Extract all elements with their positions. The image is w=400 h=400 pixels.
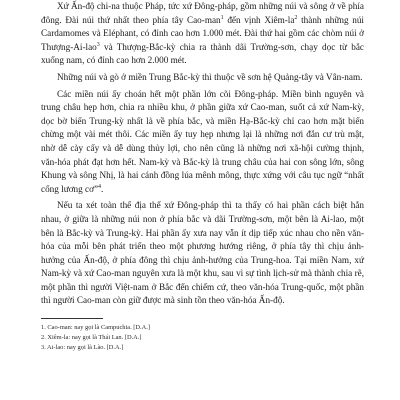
footnote-ref[interactable]: 2 — [294, 14, 298, 21]
paragraph-text: đến vịnh Xiêm-la — [223, 14, 295, 25]
paragraph-plains-deltas — [41, 88, 364, 197]
paragraph-text: thành những núi Cardamomes và Eléphant, có đỉnh cao hơn 1.000 mét. Đài thứ hai gồm các chòm núi ở Thượng-Ai-lao — [41, 14, 364, 52]
footnote-item: 2. Xiêm-la: nay gọi là Thái Lan. [D.A.] — [41, 334, 142, 342]
paragraph-text: . — [101, 183, 104, 194]
footnote-item: 1. Cao-man: nay gọi là Campuchia. [D.A.] — [41, 324, 150, 332]
footnote-item: 3. Ai-lao: nay gọi là Lào. [D.A.] — [41, 344, 124, 352]
paragraph-text: và Thượng-Bắc-kỳ chia ra thành dãi Trường-sơn, chạy dọc từ bắc xuống nam, có đỉnh cao hơn 2.000 mét. — [41, 41, 364, 66]
footnote-ref[interactable]: 3 — [96, 41, 100, 48]
paragraph-text: Xứ Ấn-độ chi-na thuộc Pháp, tức xứ Đông-pháp, gồm những núi và sông ở về phía đông. Đài núi thứ nhất theo phía tây Cao-man — [41, 1, 364, 25]
footnote-ref[interactable]: 4 — [98, 183, 102, 190]
footnote-ref[interactable]: 1 — [220, 14, 224, 21]
paragraph-text: Các miền núi ấy choán hết một phần lớn cõi Đông-pháp. Miền bình nguyên và trung châu hẹp hơn, chia ra nhiều khu, ở phần giữa xứ Cao-man, suốt cả xứ Nam-kỳ, dọc bờ biển Trung-kỳ nhất là về phía bắc, và miền Hạ-Bắc-kỳ chỉ cao hơn mặt biển chừng một vài mét thôi. Các miền ấy tuy hẹp nhưng lại là những nơi đắn cư trù mật, nhờ dễ cày cấy và dễ dùng thủy lợi, cho nên cũng là những nơi xã-hội cường thịnh, văn-hóa phát đạt hơn hết. Nam-kỳ và Bắc-kỳ là trung châu của hai con sông lớn, sông Khung và sông Nhị, là hai cánh đồng lúa mênh mông, thực xứng với câu tục ngữ “nhất cổng lương cơ” — [41, 88, 364, 194]
paragraph-geography-overview — [41, 0, 364, 68]
paragraph-northern-hills: Những núi và gò ở miền Trung Bắc-kỳ thì thuộc về sơn hệ Quảng-tây và Vân-nam. — [57, 71, 363, 82]
paragraph-cultural-division: Nếu ta xét toàn thể địa thế xứ Đông-pháp thì ta thấy có hai phần cách biệt hẳn nhau, ở giữa là những núi non ở phía bắc và dãi Trường-sơn, một bên là Ai-lao, một bên là Bắc-kỳ và Trung-kỳ. Hai phần ấy xưa nay vẫn ít dịp tiếp xúc nhau cho nền văn-hóa của mỗi bên phát triển theo một phương hướng riêng, ở phía tây thì chịu ảnh-hưởng của Ấn-độ, ở phía đông thì chịu ảnh-hưởng của Trung-hoa. Tại miền Nam, xứ Nam-kỳ và xứ Cao-man nguyên xưa là một khu, sau vì sự tình lịch-sử mà thành chia rẽ, một phần thì người Việt-nam ở Bắc đến chiếm cứ, theo văn-hóa Trung-quốc, một phần thì người Cao-man còn giữ được mà sinh tồn theo văn-hóa Ấn-độ. — [41, 200, 364, 306]
footnote-list — [41, 323, 364, 353]
